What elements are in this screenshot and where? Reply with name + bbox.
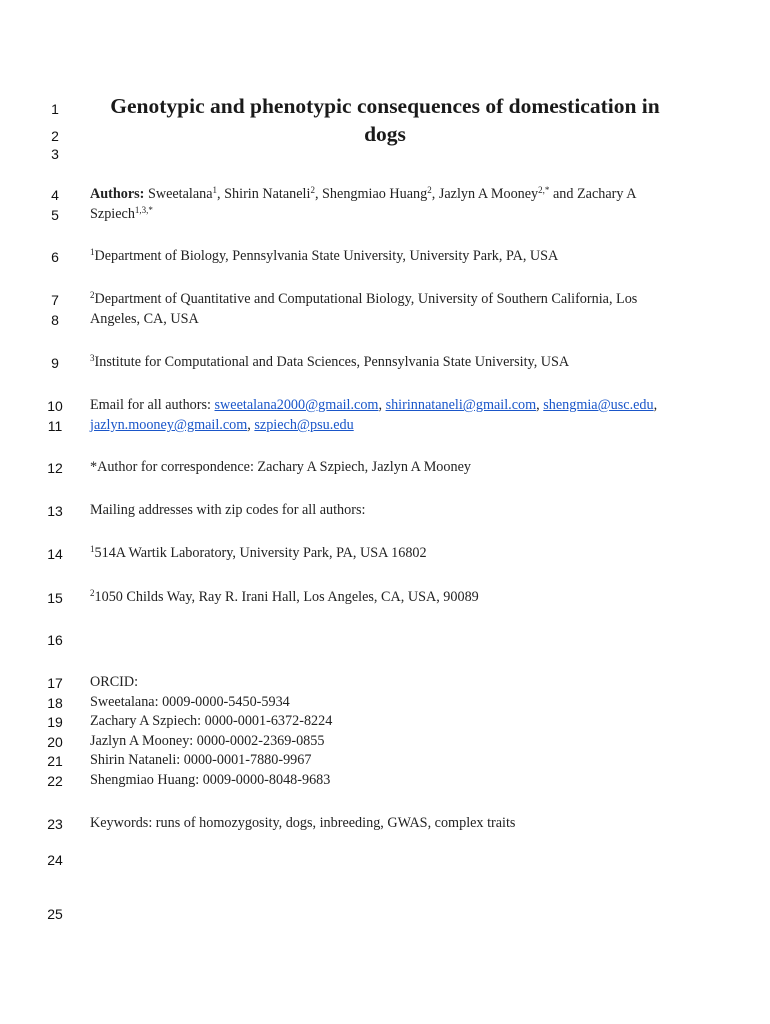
line-number: 6 bbox=[51, 249, 59, 265]
line-number: 21 bbox=[47, 753, 63, 769]
affiliation-marker: 3 bbox=[90, 353, 95, 363]
author-name: Szpiech bbox=[90, 206, 135, 222]
line-number: 16 bbox=[47, 632, 63, 648]
line-number: 23 bbox=[47, 816, 63, 832]
line-number: 19 bbox=[47, 714, 63, 730]
line-number: 17 bbox=[47, 675, 63, 691]
email-link-sweetalana[interactable]: sweetalana2000@gmail.com bbox=[214, 397, 379, 413]
line-number: 13 bbox=[47, 503, 63, 519]
line-number: 14 bbox=[47, 546, 63, 562]
affiliation-text: Institute for Computational and Data Sciences, Pennsylvania State University, USA bbox=[94, 354, 570, 370]
affiliation-marker: 1 bbox=[90, 247, 95, 257]
line-number: 7 bbox=[51, 292, 59, 308]
separator: , bbox=[653, 397, 658, 413]
authors-label: Authors: bbox=[90, 186, 145, 202]
affiliation-marker: 2 bbox=[90, 290, 95, 300]
separator: , bbox=[536, 397, 544, 413]
line-number: 3 bbox=[51, 146, 59, 162]
author-name: , Shirin Nataneli bbox=[217, 186, 311, 202]
line-number: 8 bbox=[51, 312, 59, 328]
authors-line2 bbox=[90, 206, 153, 223]
line-number: 25 bbox=[47, 906, 63, 922]
line-number: 5 bbox=[51, 207, 59, 223]
address-text: 514A Wartik Laboratory, University Park, PA, USA 16802 bbox=[94, 545, 427, 561]
email-link-huang[interactable]: shengmia@usc.edu bbox=[543, 397, 654, 413]
affiliation-marker: 1 bbox=[212, 185, 218, 195]
orcid-entry: Zachary A Szpiech: 0000-0001-6372-8224 bbox=[90, 713, 333, 729]
keywords: Keywords: runs of homozygosity, dogs, inbreeding, GWAS, complex traits bbox=[90, 815, 516, 831]
affiliation-3 bbox=[90, 354, 569, 371]
affiliation-2-cont: Angeles, CA, USA bbox=[90, 311, 199, 327]
affiliation-1 bbox=[90, 248, 558, 265]
affiliation-marker: 2 bbox=[90, 588, 95, 598]
email-line2 bbox=[90, 417, 354, 434]
affiliation-marker: 1,3,* bbox=[134, 205, 153, 215]
email-link-nataneli[interactable]: shirinnataneli@gmail.com bbox=[385, 397, 537, 413]
line-number: 12 bbox=[47, 460, 63, 476]
line-number: 2 bbox=[51, 128, 59, 144]
author-name: and Zachary A bbox=[549, 186, 637, 202]
affiliation-text: Department of Biology, Pennsylvania State University, University Park, PA, USA bbox=[94, 248, 559, 264]
line-number: 22 bbox=[47, 773, 63, 789]
email-link-mooney[interactable]: jazlyn.mooney@gmail.com bbox=[90, 417, 248, 433]
line-number: 11 bbox=[47, 418, 63, 434]
mailing-heading: Mailing addresses with zip codes for all authors: bbox=[90, 502, 366, 518]
author-name: Sweetalana bbox=[144, 186, 213, 202]
affiliation-marker: 1 bbox=[90, 544, 95, 554]
separator: , bbox=[378, 397, 386, 413]
orcid-heading: ORCID: bbox=[90, 674, 139, 690]
orcid-entry: Shengmiao Huang: 0009-0000-8048-9683 bbox=[90, 772, 331, 788]
separator: , bbox=[247, 417, 255, 433]
author-name: , Shengmiao Huang bbox=[314, 186, 428, 202]
address-text: 1050 Childs Way, Ray R. Irani Hall, Los Angeles, CA, USA, 90089 bbox=[94, 589, 479, 605]
email-line1 bbox=[90, 397, 657, 414]
author-name: , Jazlyn A Mooney bbox=[431, 186, 539, 202]
mailing-address-2 bbox=[90, 589, 479, 606]
authors-line1 bbox=[90, 186, 636, 203]
line-number: 18 bbox=[47, 695, 63, 711]
email-link-szpiech[interactable]: szpiech@psu.edu bbox=[254, 417, 354, 433]
line-number: 24 bbox=[47, 852, 63, 868]
orcid-entry: Sweetalana: 0009-0000-5450-5934 bbox=[90, 694, 290, 710]
correspondence-note: *Author for correspondence: Zachary A Szpiech, Jazlyn A Mooney bbox=[90, 459, 471, 475]
affiliation-2 bbox=[90, 291, 637, 308]
affiliation-marker: 2 bbox=[310, 185, 315, 195]
line-number: 1 bbox=[51, 101, 59, 117]
line-number: 15 bbox=[47, 590, 63, 606]
line-number: 10 bbox=[47, 398, 63, 414]
orcid-entry: Shirin Nataneli: 0000-0001-7880-9967 bbox=[90, 752, 312, 768]
paper-title-line2: dogs bbox=[364, 122, 406, 146]
line-number: 9 bbox=[51, 355, 59, 371]
affiliation-marker: 2 bbox=[427, 185, 432, 195]
orcid-entry: Jazlyn A Mooney: 0000-0002-2369-0855 bbox=[90, 733, 325, 749]
line-number: 4 bbox=[51, 187, 59, 203]
paper-title-line1: Genotypic and phenotypic consequences of domestication in bbox=[110, 94, 660, 118]
affiliation-text: Department of Quantitative and Computational Biology, University of Southern California, Los bbox=[94, 291, 638, 307]
line-number: 20 bbox=[47, 734, 63, 750]
email-label: Email for all authors: bbox=[90, 397, 215, 413]
mailing-address-1 bbox=[90, 545, 427, 562]
affiliation-marker: 2,* bbox=[538, 185, 550, 195]
